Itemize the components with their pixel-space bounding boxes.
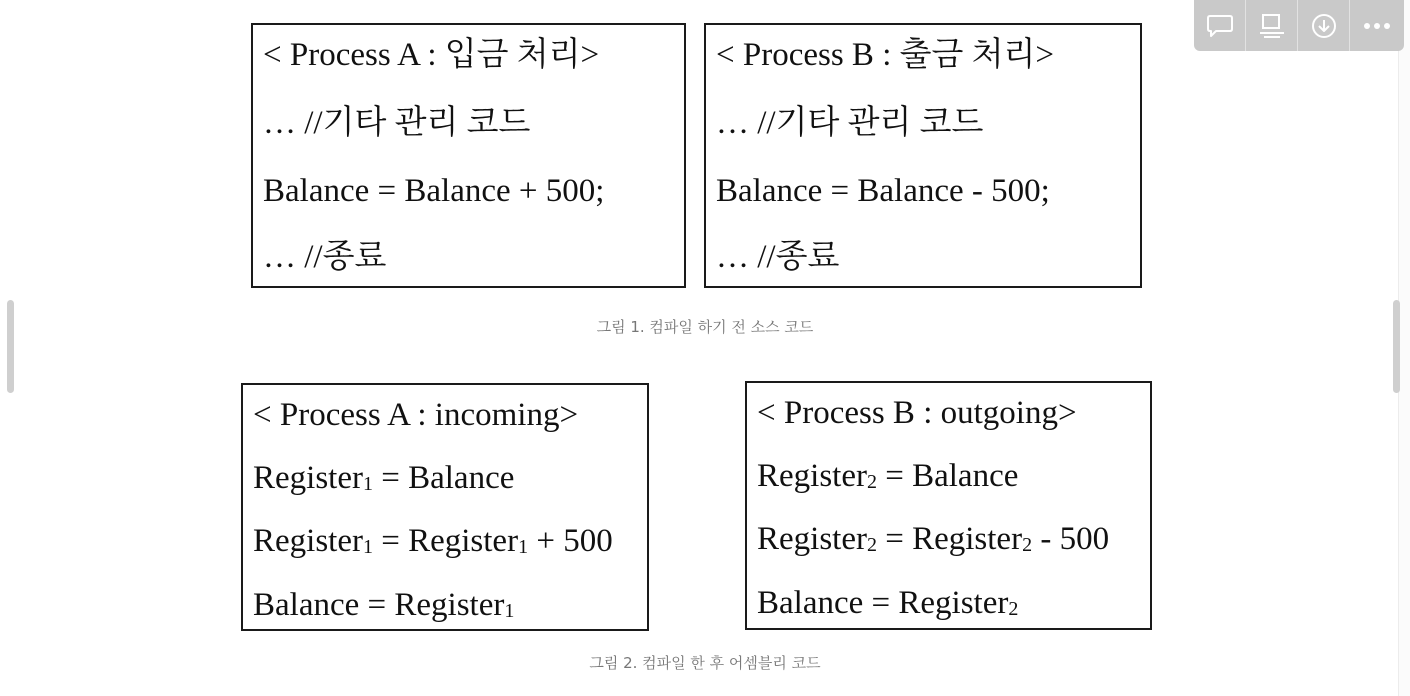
code-title: < Process B : 출금 처리> [716, 37, 1054, 73]
left-resize-handle[interactable] [7, 300, 14, 393]
subscript: 1 [362, 473, 373, 495]
subscript: 2 [1022, 534, 1033, 556]
caption-icon [1258, 12, 1286, 40]
figure1-caption: 그림 1. 컴파일 하기 전 소스 코드 [596, 318, 814, 336]
figure2-caption: 그림 2. 컴파일 한 후 어셈블리 코드 [589, 654, 821, 672]
code-line [253, 525, 613, 558]
code-title: < Process A : 입금 처리> [263, 37, 600, 73]
code-text: Register [757, 521, 867, 557]
code-line: … //기타 관리 코드 [263, 105, 531, 141]
download-button[interactable] [1298, 0, 1350, 51]
code-text: + 500 [528, 523, 613, 559]
more-icon [1362, 21, 1392, 31]
code-line [757, 460, 1018, 493]
comment-icon [1206, 13, 1234, 39]
image-toolbar [1194, 0, 1404, 51]
comment-button[interactable] [1194, 0, 1246, 51]
code-text: = Balance [372, 460, 515, 496]
code-text: = Register [372, 523, 519, 559]
subscript: 2 [1008, 598, 1019, 620]
code-line: … //종료 [716, 239, 840, 275]
figure2-box-process-b [745, 381, 1152, 630]
code-text: Balance = Register [757, 585, 1009, 621]
code-line [757, 523, 1109, 556]
code-line: … //종료 [263, 239, 387, 275]
code-text: - 500 [1032, 521, 1110, 557]
code-line: Balance = Balance + 500; [263, 173, 605, 209]
subscript: 2 [866, 534, 877, 556]
subscript: 1 [504, 600, 515, 622]
subscript: 1 [518, 536, 529, 558]
code-line [253, 589, 514, 622]
code-title: < Process A : incoming> [253, 397, 579, 433]
code-line [253, 462, 514, 495]
download-icon [1310, 12, 1338, 40]
code-text: Register [253, 523, 363, 559]
caption-button[interactable] [1246, 0, 1298, 51]
code-line: Balance = Balance - 500; [716, 173, 1050, 209]
code-text: = Register [876, 521, 1023, 557]
scrollbar-thumb[interactable] [1393, 300, 1400, 393]
subscript: 1 [362, 536, 373, 558]
figure2-box-process-a [241, 383, 649, 631]
figure1-box-process-a [251, 23, 686, 288]
more-button[interactable] [1350, 0, 1404, 51]
code-line [757, 587, 1018, 620]
figure1-box-process-b [704, 23, 1142, 288]
code-text: = Balance [876, 458, 1019, 494]
subscript: 2 [866, 471, 877, 493]
code-text: Register [757, 458, 867, 494]
code-text: Balance = Register [253, 587, 505, 623]
code-line: … //기타 관리 코드 [716, 105, 984, 141]
code-text: Register [253, 460, 363, 496]
code-title: < Process B : outgoing> [757, 395, 1077, 431]
